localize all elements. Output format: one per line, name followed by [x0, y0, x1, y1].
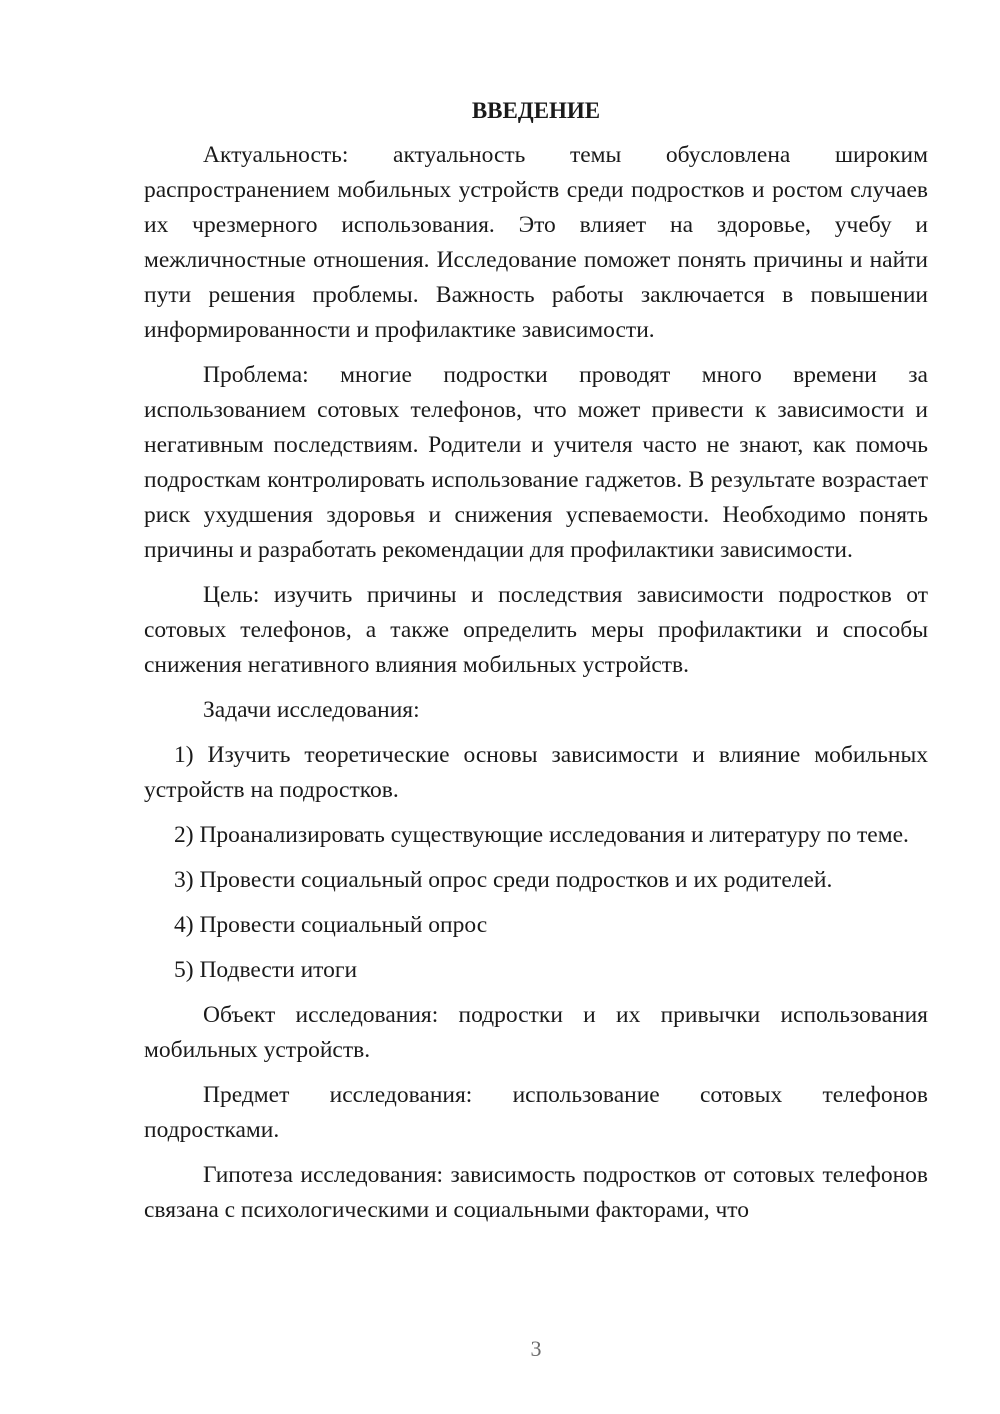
page-title: ВВЕДЕНИЕ	[471, 98, 601, 123]
paragraph-relevance: Актуальность: актуальность темы обусловлена широким распространением мобильных устройств среди подростков и ростом случаев их чрезмерного использования. Это влияет на здоровье, учебу и межличностные отношения. Исследование поможет понять причины и найти пути решения проблемы. Важность работы заключается в повышении информированности и профилактике зависимости.	[144, 142, 928, 343]
paragraph-subject: Предмет исследования: использование сотовых телефонов подростками.	[144, 1082, 928, 1143]
paragraph-hypothesis: Гипотеза исследования: зависимость подростков от сотовых телефонов связана с психологическими и социальными факторами, что	[144, 1162, 928, 1223]
paragraph-problem: Проблема: многие подростки проводят много времени за использованием сотовых телефонов, что может привести к зависимости и негативным последствиям. Родители и учителя часто не знают, как помочь подросткам контролировать использование гаджетов. В результате возрастает риск ухудшения здоровья и снижения успеваемости. Необходимо понять причины и разработать рекомендации для профилактики зависимости.	[144, 362, 928, 563]
document-page	[144, 96, 928, 1238]
paragraph-tasks-heading: Задачи исследования:	[203, 697, 420, 723]
paragraph-goal: Цель: изучить причины и последствия зависимости подростков от сотовых телефонов, а также определить меры профилактики и способы снижения негативного влияния мобильных устройств.	[144, 582, 928, 678]
task-item: 5) Подвести итоги	[174, 957, 358, 983]
paragraph-object: Объект исследования: подростки и их привычки использования мобильных устройств.	[144, 1002, 928, 1063]
page-number: 3	[530, 1336, 542, 1361]
task-item: 2) Проанализировать существующие исследования и литературу по теме.	[174, 822, 909, 848]
task-item: 3) Провести социальный опрос среди подростков и их родителей.	[174, 867, 833, 893]
task-item: 1) Изучить теоретические основы зависимости и влияние мобильных устройств на подростков.	[144, 742, 928, 803]
task-item: 4) Провести социальный опрос	[174, 912, 488, 938]
